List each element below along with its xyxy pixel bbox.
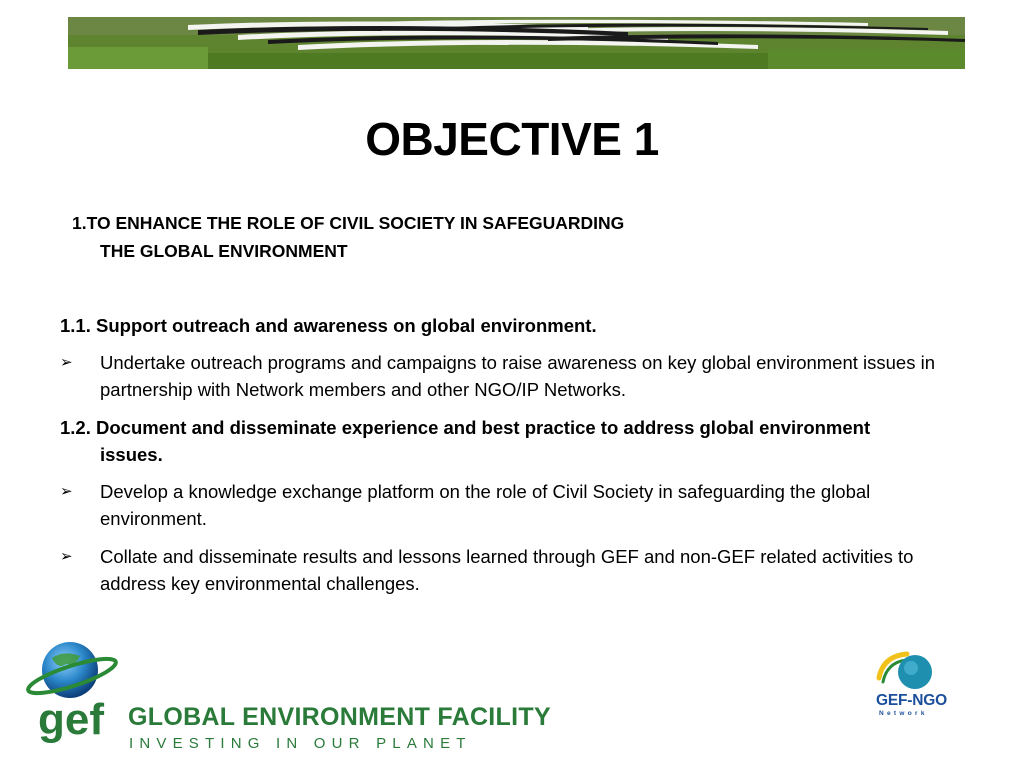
heading-line-1: 1.2. Document and disseminate experience and best practice to address global environment <box>60 417 871 438</box>
zebra-banner-image <box>68 17 965 69</box>
gef-wordmark: gef <box>38 695 104 744</box>
bullet-text: Undertake outreach programs and campaigns to raise awareness on key global environment issues in partnership with Network members and other NGO/IP Networks. <box>100 352 936 400</box>
bullet-text: Develop a knowledge exchange platform on the role of Civil Society in safeguarding the global environment. <box>100 481 871 529</box>
slide-title: OBJECTIVE 1 <box>365 113 659 165</box>
bullet-item <box>60 478 960 532</box>
section-heading-1-1: 1.1. Support outreach and awareness on global environment. <box>60 315 597 336</box>
gef-ngo-name: GEF-NGO <box>876 692 947 709</box>
bullet-item <box>60 543 960 597</box>
bullet-text: Collate and disseminate results and lessons learned through GEF and non-GEF related activities to address key environmental challenges. <box>100 546 914 594</box>
section-heading-1-2 <box>60 414 960 468</box>
objective-content <box>60 312 960 608</box>
bullet-item <box>60 349 960 403</box>
arrow-bullet-icon: ➢ <box>60 354 73 371</box>
gef-name: GLOBAL ENVIRONMENT FACILITY <box>128 703 551 731</box>
goal-line-1: 1.TO ENHANCE THE ROLE OF CIVIL SOCIETY IN SAFEGUARDING <box>72 213 625 233</box>
gef-tagline: INVESTING IN OUR PLANET <box>129 735 472 752</box>
arrow-bullet-icon: ➢ <box>60 483 73 500</box>
heading-line-2: issues. <box>100 444 163 465</box>
objective-goal <box>72 209 692 265</box>
gef-ngo-subtitle: Network <box>879 710 928 717</box>
arrow-bullet-icon: ➢ <box>60 548 73 565</box>
goal-line-2: THE GLOBAL ENVIRONMENT <box>100 241 348 261</box>
globe-gef-logo-icon <box>22 636 122 751</box>
